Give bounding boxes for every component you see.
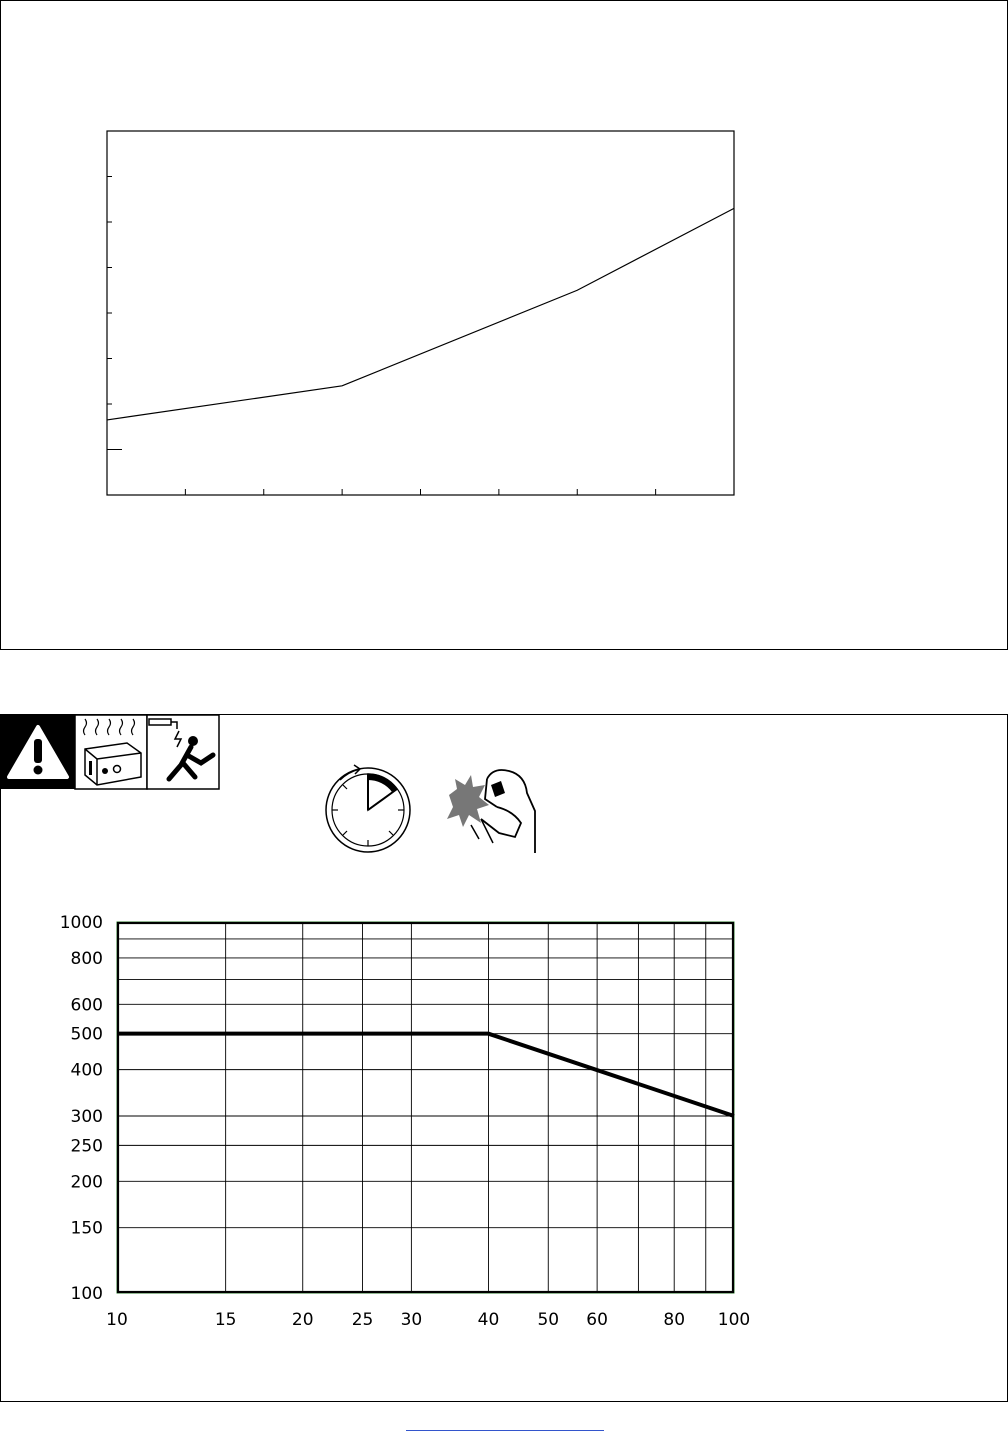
duty-cycle-chart [1, 715, 1008, 1403]
y-tick-label: 600 [70, 995, 103, 1016]
y-tick-label: 500 [70, 1024, 103, 1045]
series-line [107, 208, 734, 420]
duty-cycle-panel [0, 714, 1008, 1402]
x-tick-label: 10 [106, 1310, 128, 1330]
duty-cycle-line [117, 1034, 734, 1116]
y-tick-label: 800 [70, 948, 103, 969]
x-tick-label: 30 [400, 1310, 423, 1330]
x-tick-label: 15 [214, 1310, 237, 1330]
x-tick-label: 80 [663, 1310, 686, 1330]
footer-divider [406, 1430, 604, 1431]
y-tick-label: 300 [70, 1106, 103, 1127]
x-tick-label: 25 [351, 1310, 374, 1330]
y-tick-label: 400 [70, 1060, 103, 1081]
y-tick-label: 100 [70, 1284, 103, 1304]
plot-frame [118, 923, 733, 1292]
top-chart-panel [0, 0, 1008, 650]
x-tick-label: 50 [537, 1310, 560, 1330]
plot-frame [107, 131, 734, 495]
top-line-chart [1, 1, 1008, 651]
y-tick-label: 200 [70, 1172, 103, 1193]
x-tick-label: 100 [717, 1310, 751, 1330]
plot-frame-accent [117, 922, 734, 1293]
x-tick-label: 40 [477, 1310, 500, 1330]
y-tick-label: 150 [70, 1218, 103, 1239]
y-tick-label: 1000 [59, 913, 103, 933]
y-tick-label: 250 [70, 1136, 103, 1157]
x-tick-label: 60 [586, 1310, 608, 1330]
x-tick-label: 20 [291, 1310, 314, 1330]
